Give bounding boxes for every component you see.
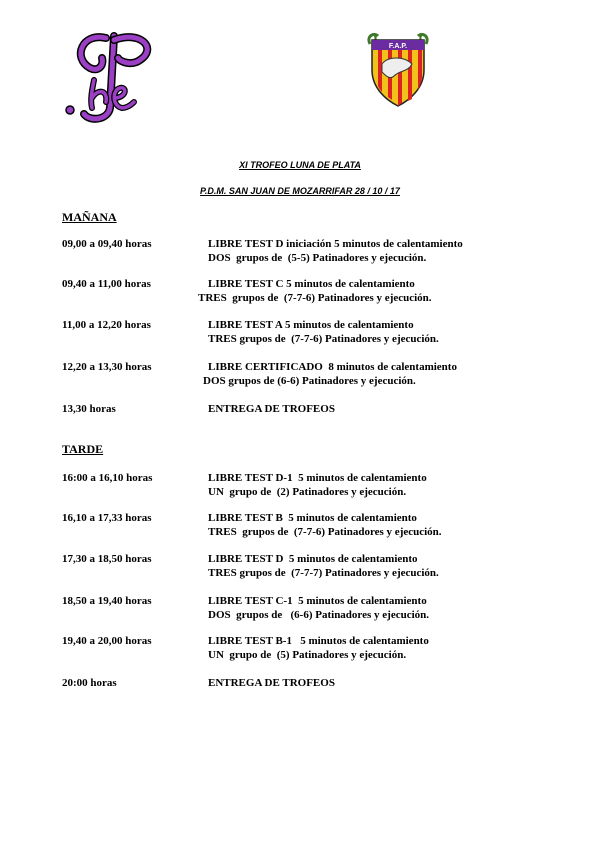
section-heading-afternoon: TARDE: [62, 442, 104, 456]
schedule-time: 11,00 a 12,20 horas: [62, 319, 151, 331]
schedule-time: 09,00 a 09,40 horas: [62, 238, 152, 250]
schedule-groups: TRES grupos de (7-7-6) Patinadores y ejecución.: [208, 333, 439, 345]
club-logo: [62, 28, 162, 124]
schedule-event: LIBRE TEST D 5 minutos de calentamiento: [208, 553, 418, 565]
federation-shield-logo: [364, 30, 432, 108]
schedule-time: 18,50 a 19,40 horas: [62, 595, 152, 607]
schedule-event: LIBRE TEST D-1 5 minutos de calentamiento: [208, 472, 427, 484]
schedule-event: ENTREGA DE TROFEOS: [208, 677, 335, 689]
schedule-groups: DOS grupos de (6-6) Patinadores y ejecución.: [208, 609, 430, 621]
schedule-event: LIBRE TEST B 5 minutos de calentamiento: [208, 512, 417, 524]
schedule-time: 16:00 a 16,10 horas: [62, 472, 153, 484]
document-subtitle: P.D.M. SAN JUAN DE MOZARRIFAR 28 / 10 / 17: [200, 186, 400, 196]
section-heading-morning: MAÑANA: [62, 210, 117, 224]
svg-text:F.A.P.: F.A.P.: [388, 43, 408, 50]
schedule-time: 17,30 a 18,50 horas: [62, 553, 152, 565]
schedule-event: LIBRE TEST A 5 minutos de calentamiento: [208, 319, 414, 331]
schedule-groups: UN grupo de (2) Patinadores y ejecución.: [208, 486, 407, 498]
schedule-event: LIBRE CERTIFICADO 8 minutos de calentamiento: [208, 361, 457, 373]
schedule-event: LIBRE TEST D iniciación 5 minutos de calentamiento: [208, 238, 463, 250]
schedule-groups: DOS grupos de (6-6) Patinadores y ejecución.: [203, 375, 416, 387]
schedule-time: 13,30 horas: [62, 403, 116, 415]
schedule-event: LIBRE TEST B-1 5 minutos de calentamiento: [208, 635, 429, 647]
schedule-event: LIBRE TEST C 5 minutos de calentamiento: [208, 278, 415, 290]
schedule-event: ENTREGA DE TROFEOS: [208, 403, 335, 415]
schedule-time: 09,40 a 11,00 horas: [62, 278, 151, 290]
schedule-groups: DOS grupos de (5-5) Patinadores y ejecución.: [208, 252, 427, 264]
schedule-groups: TRES grupos de (7-7-6) Patinadores y ejecución.: [198, 292, 432, 304]
schedule-groups: UN grupo de (5) Patinadores y ejecución.: [208, 649, 407, 661]
schedule-groups: TRES grupos de (7-7-6) Patinadores y ejecución.: [208, 526, 442, 538]
schedule-groups: TRES grupos de (7-7-7) Patinadores y ejecución.: [208, 567, 439, 579]
schedule-event: LIBRE TEST C-1 5 minutos de calentamiento: [208, 595, 427, 607]
schedule-time: 19,40 a 20,00 horas: [62, 635, 152, 647]
schedule-time: 20:00 horas: [62, 677, 117, 689]
schedule-time: 16,10 a 17,33 horas: [62, 512, 152, 524]
schedule-time: 12,20 a 13,30 horas: [62, 361, 152, 373]
document-title: XI TROFEO LUNA DE PLATA: [239, 160, 361, 170]
